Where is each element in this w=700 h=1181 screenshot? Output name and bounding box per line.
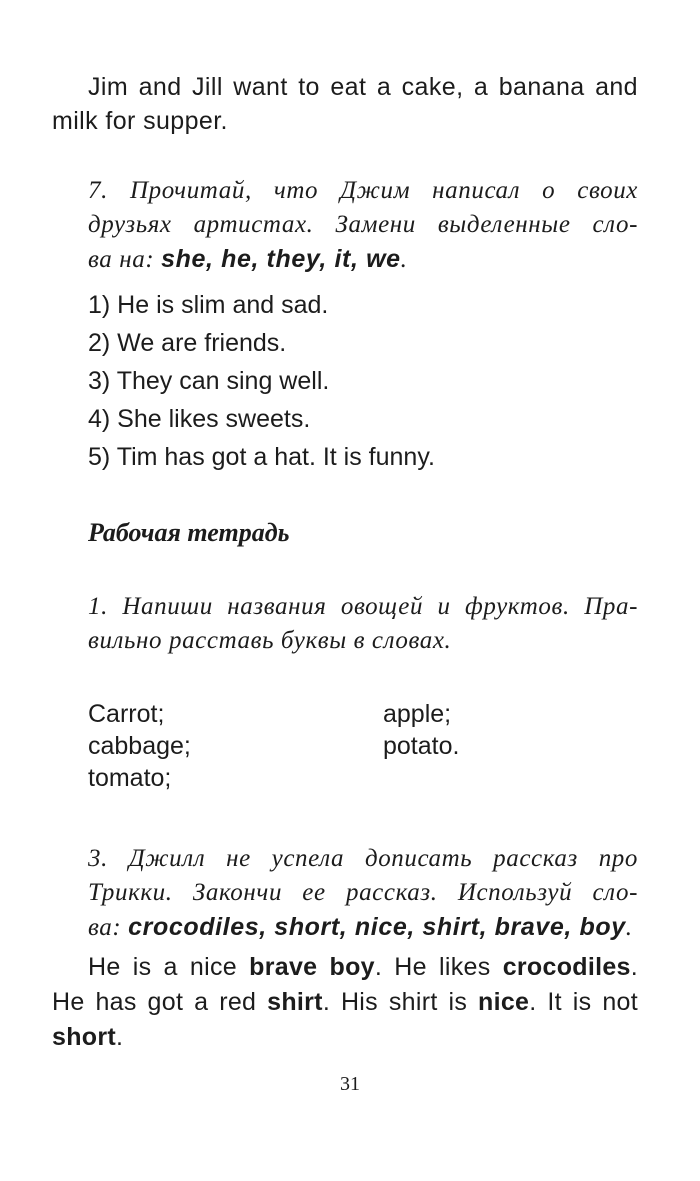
story-text: . His shirt is — [322, 988, 479, 1016]
task-1-line-2: вильно расставь буквы в словах. — [88, 627, 452, 654]
word-left-3: tomato; — [88, 764, 172, 792]
task-7 — [52, 174, 638, 277]
story-text: . It is not — [529, 988, 638, 1016]
page-number: 31 — [340, 1073, 360, 1095]
task-7-pronouns: she, he, they, it, we — [161, 245, 401, 273]
story-line-1 — [52, 950, 638, 985]
story-line-3 — [52, 1020, 638, 1055]
story-text: He has got a red — [52, 988, 268, 1016]
workbook-section — [52, 516, 638, 550]
story-bold-word: nice — [478, 988, 530, 1016]
word-right-2: potato. — [383, 732, 460, 760]
task-1 — [52, 590, 638, 658]
story-bold-word: shirt — [267, 988, 323, 1016]
task-3-line-3 — [52, 910, 638, 945]
answer-5: 5) Tim has got a hat. It is funny. — [88, 443, 435, 471]
answer-3: 3) They can sing well. — [88, 367, 330, 395]
answer-1: 1) He is slim and sad. — [88, 291, 329, 319]
task-3-line-3-prefix: ва: — [88, 914, 129, 941]
story-bold-word: short — [52, 1023, 116, 1051]
task-7-line-2: друзьях артистах. Замени выделенные сло- — [88, 211, 638, 238]
word-left-2: cabbage; — [88, 732, 191, 760]
task-3-line-2: Трикки. Закончи ее рассказ. Используй сло- — [88, 879, 638, 906]
story-text: . — [630, 953, 638, 981]
story-text: . He likes — [374, 953, 503, 981]
answer-2: 2) We are friends. — [88, 329, 287, 357]
task-3-line-3-suffix: . — [625, 914, 633, 941]
story-text: . — [116, 1023, 124, 1051]
word-left-1: Carrot; — [88, 700, 165, 728]
task-3-words: crocodiles, short, nice, shirt, brave, boy — [128, 913, 626, 941]
task-7-line-1: 7. Прочитай, что Джим написал о своих — [88, 177, 638, 204]
story-paragraph — [52, 950, 638, 1055]
task-3-line-1: 3. Джилл не успела дописать рассказ про — [88, 845, 638, 872]
workbook-heading: Рабочая тетрадь — [88, 518, 290, 547]
task-7-line-3-prefix: ва на: — [88, 246, 162, 273]
task-1-line-1: 1. Напиши названия овощей и фруктов. Пра- — [88, 593, 638, 620]
intro-paragraph — [52, 70, 638, 138]
answers-list — [52, 286, 638, 476]
story-line-2 — [52, 985, 638, 1020]
word-right-1: apple; — [383, 700, 452, 728]
story-bold-word: crocodiles — [502, 953, 631, 981]
story-text: He is a nice — [88, 953, 250, 981]
story-bold-word: brave boy — [249, 953, 375, 981]
task-3 — [52, 842, 638, 945]
intro-line-1: Jim and Jill want to eat a cake, a banana and — [88, 73, 638, 101]
task-7-line-3 — [52, 242, 638, 277]
answer-4: 4) She likes sweets. — [88, 405, 311, 433]
task-7-line-3-suffix: . — [400, 246, 408, 273]
intro-line-2: milk for supper. — [52, 107, 228, 135]
